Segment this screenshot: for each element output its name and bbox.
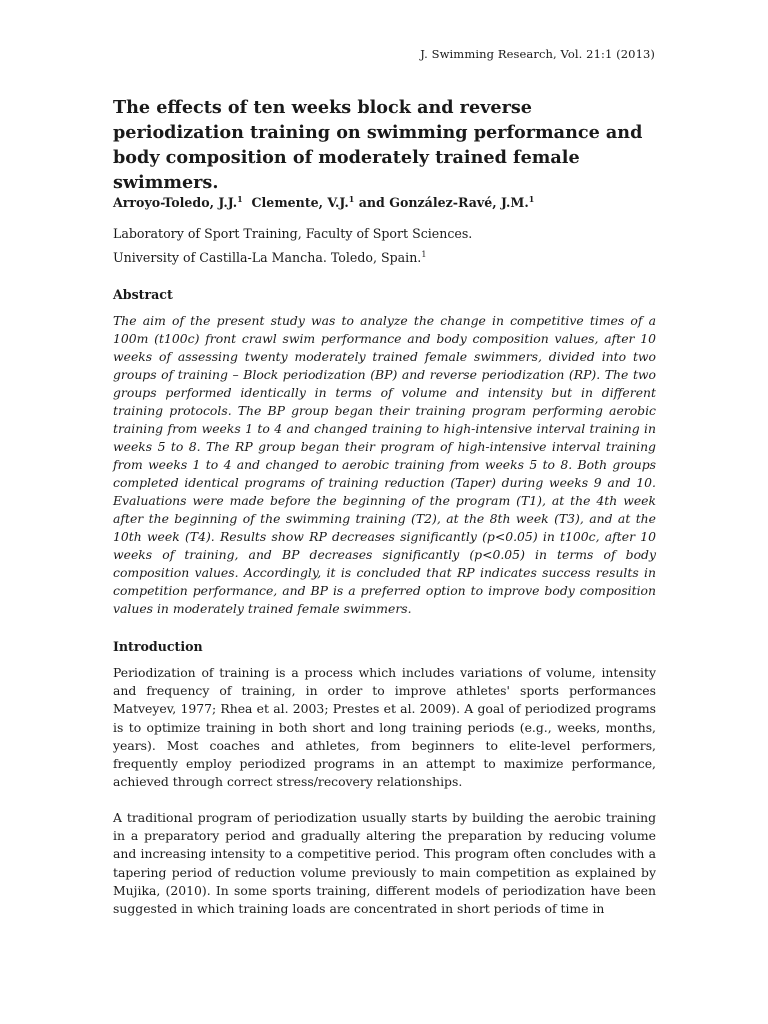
article-title: The effects of ten weeks block and reverse periodization training on swimming performance and body composition of moderately trained female swimmers. (113, 97, 643, 193)
author-name: Clemente, V.J. (251, 195, 349, 211)
author-affiliation-mark: 1 (528, 194, 535, 204)
author-list (113, 194, 658, 210)
running-head: J. Swimming Research, Vol. 21:1 (2013) (420, 47, 655, 61)
affiliation-line: University of Castilla-La Mancha. Toledo, Spain.$^1$ (113, 250, 427, 266)
abstract-heading: Abstract (113, 287, 173, 302)
introduction-paragraph: Periodization of training is a process which includes variations of volume, intensity and frequency of training, in order to improve athletes' sports performances Matveyev, 1977; Rhea et al. 2003; Prestes et al. 2009). A goal of periodized programs is to optimize training in both short and long training periods (e.g., weeks, months, years). Most coaches and athletes, from beginners to elite-level performers, frequently employ periodized programs in an attempt to maximize performance, achieved through correct stress/recovery relationships. (113, 665, 656, 790)
author-affiliation-mark: 1 (237, 194, 243, 204)
affiliation-line: Laboratory of Sport Training, Faculty of Sport Sciences. (113, 226, 473, 241)
introduction-heading: Introduction (113, 639, 203, 654)
author-connector: and (358, 195, 385, 211)
author-affiliation-mark: 1 (348, 194, 355, 204)
introduction-paragraph: A traditional program of periodization usually starts by building the aerobic training in a preparatory period and gradually altering the preparation by reducing volume and increasing intensity to a competitive period. This program often concludes with a tapering period of reduction volume previously to main competition as explained by Mujika, (2010). In some sports training, different models of periodization have been suggested in which training loads are concentrated in short periods of time in (113, 810, 656, 917)
affiliation (113, 223, 658, 268)
author-name: González-Ravé, J.M. (389, 195, 529, 211)
affiliation-mark: 1 (421, 250, 427, 259)
abstract-body: The aim of the present study was to analyze the change in competitive times of a 100m (t100c) front crawl swim performance and body composition values, after 10 weeks of assessing twenty moderately trained female swimmers, divided into two groups of training – Block periodization (BP) and reverse periodization (RP). The two groups performed identically in terms of volume and intensity but in different training protocols. The BP group began their training program performing aerobic training from weeks 1 to 4 and changed training to high-intensive interval training in weeks 5 to 8. The RP group began their program of high-intensive interval training from weeks 1 to 4 and changed to aerobic training from weeks 5 to 8. Both groups completed identical programs of training reduction (Taper) during weeks 9 and 10. Evaluations were made before the beginning of the program (T1), at the 4th week after the beginning of the swimming training (T2), at the 8th week (T3), and at the 10th week (T4). Results show RP decreases significantly (p<0.05) in t100c, after 10 weeks of training, and BP decreases significantly (p<0.05) in terms of body composition values. Accordingly, it is concluded that RP indicates success results in competition performance, and BP is a preferred option to improve body composition values in moderately trained female swimmers. (113, 313, 656, 616)
author-name: Arroyo-Toledo, J.J. (113, 195, 238, 211)
